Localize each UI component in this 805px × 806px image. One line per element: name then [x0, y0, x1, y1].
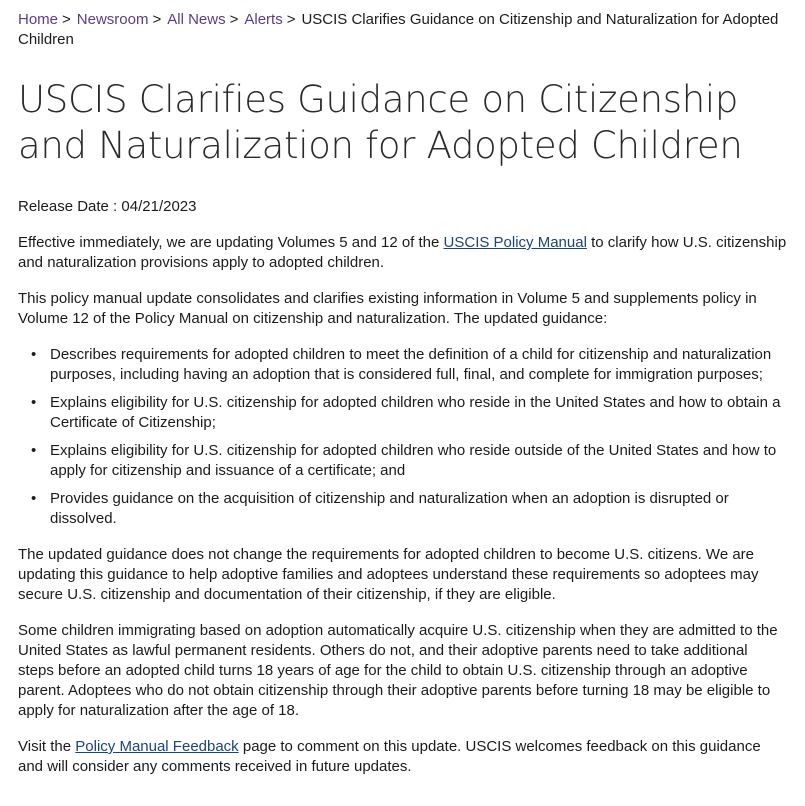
- breadcrumb-separator: >: [229, 11, 239, 28]
- list-item-text: Describes requirements for adopted children to meet the definition of a child for citizenship and naturalization purposes, including having an adoption that is considered full, final, and complete for immigration purposes;: [50, 346, 772, 383]
- list-item: [31, 489, 787, 529]
- bullet-icon: •: [31, 490, 37, 507]
- policy-manual-link[interactable]: USCIS Policy Manual: [443, 234, 587, 251]
- breadcrumb-separator: >: [152, 11, 162, 28]
- list-item: [31, 345, 787, 385]
- intro-text-after: to clarify how U.S. citizenship and naturalization provisions apply to adopted children.: [18, 234, 787, 271]
- breadcrumb-current: USCIS Clarifies Guidance on Citizenship and Naturalization for Adopted Children: [18, 11, 779, 48]
- list-item-text: Provides guidance on the acquisition of citizenship and naturalization when an adoption is disrupted or dissolved.: [50, 490, 729, 527]
- breadcrumb-newsroom-link[interactable]: Newsroom: [76, 11, 149, 28]
- breadcrumb-alerts-link[interactable]: Alerts: [244, 11, 283, 28]
- breadcrumb: [18, 10, 787, 50]
- bullet-icon: •: [31, 394, 37, 411]
- bullet-icon: •: [31, 346, 37, 363]
- requirements-paragraph: The updated guidance does not change the requirements for adopted children to become U.S. citizens. We are updating this guidance to help adoptive families and adoptees understand these requirements so adoptees may secure U.S. citizenship and documentation of their citizenship, if they are eligible.: [18, 546, 759, 603]
- release-date-label: Release Date :: [18, 198, 118, 215]
- list-item: [31, 441, 787, 481]
- breadcrumb-separator: >: [286, 11, 296, 28]
- policy-manual-feedback-link[interactable]: Policy Manual Feedback: [75, 738, 239, 755]
- acquisition-paragraph: Some children immigrating based on adoption automatically acquire U.S. citizenship when they are admitted to the United States as lawful permanent residents. Others do not, and their adoptive parents need to take additional steps before an adopted child turns 18 years of age for the child to obtain U.S. citizenship through an adoptive parent. Adoptees who do not obtain citizenship through their adoptive parents before turning 18 may be eligible to apply for naturalization after the age of 18.: [18, 622, 778, 719]
- intro-text-before: Effective immediately, we are updating Volumes 5 and 12 of the: [18, 234, 444, 251]
- breadcrumb-home-link[interactable]: Home: [18, 11, 59, 28]
- bullet-icon: •: [31, 442, 37, 459]
- list-item-text: Explains eligibility for U.S. citizenship for adopted children who reside in the United States and how to obtain a Certificate of Citizenship;: [50, 394, 781, 431]
- list-item-text: Explains eligibility for U.S. citizenship for adopted children who reside outside of the United States and how to apply for citizenship and issuance of a certificate; and: [50, 442, 777, 479]
- guidance-list: [18, 345, 787, 529]
- breadcrumb-separator: >: [62, 11, 71, 28]
- feedback-text-after: page to comment on this update. USCIS welcomes feedback on this guidance and will consider any comments received in future updates.: [18, 738, 761, 775]
- feedback-text-before: Visit the: [18, 738, 76, 755]
- feedback-paragraph: [18, 737, 787, 777]
- list-item: [31, 393, 787, 433]
- intro-paragraph: [18, 233, 787, 273]
- release-date-value: 04/21/2023: [121, 198, 197, 215]
- breadcrumb-all-news-link[interactable]: All News: [167, 11, 226, 28]
- release-date: [18, 197, 787, 217]
- page-title: USCIS Clarifies Guidance on Citizenship and Naturalization for Adopted Children: [18, 78, 743, 167]
- update-summary-paragraph: This policy manual update consolidates and clarifies existing information in Volume 5 and supplements policy in Volume 12 of the Policy Manual on citizenship and naturalization. The updated guidance:: [18, 290, 757, 327]
